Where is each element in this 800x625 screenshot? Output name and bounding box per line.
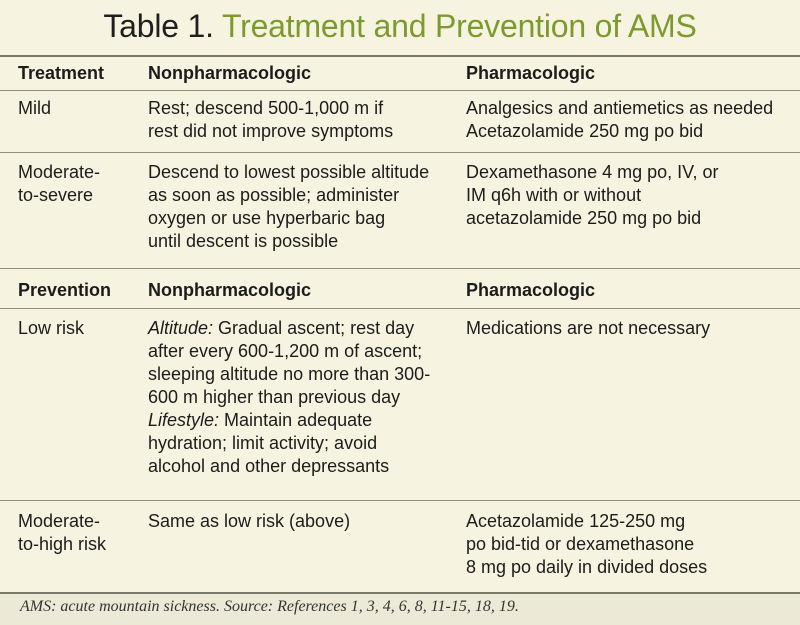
cell-text: Descend to lowest possible altitude xyxy=(148,162,430,182)
cell-text: Dexamethasone 4 mg po, IV, or xyxy=(466,162,719,182)
cell-text: until descent is possible xyxy=(148,231,339,251)
cell-text xyxy=(148,317,453,340)
cell-text: 8 mg po daily in divided doses xyxy=(466,557,708,577)
cell-text: after every 600-1,200 m of ascent; xyxy=(148,341,423,361)
row-label: to-severe xyxy=(18,185,94,205)
cell-text: rest did not improve symptoms xyxy=(148,121,394,141)
altitude-label: Altitude: xyxy=(148,318,214,338)
table-heading: Treatment and Prevention of AMS xyxy=(221,8,697,44)
cell-text: 600 m higher than previous day xyxy=(148,387,401,407)
footnote-text: AMS: acute mountain sickness. Source: References 1, 3, 4, 6, 8, 11-15, 18, 19. xyxy=(20,598,519,615)
cell-text: Acetazolamide 250 mg po bid xyxy=(466,121,704,141)
cell-text: sleeping altitude no more than 300- xyxy=(148,364,431,384)
nonpharm-header: Nonpharmacologic xyxy=(148,63,312,83)
divider xyxy=(0,90,800,91)
divider xyxy=(0,500,800,501)
row-label: Low risk xyxy=(18,318,85,338)
cell-text: hydration; limit activity; avoid xyxy=(148,433,378,453)
pharm-header: Pharmacologic xyxy=(466,280,596,300)
cell-text: Medications are not necessary xyxy=(466,318,711,338)
treatment-header: Treatment xyxy=(18,63,105,83)
divider xyxy=(0,268,800,269)
row-label: Moderate- xyxy=(18,162,101,182)
cell-text: Analgesics and antiemetics as needed xyxy=(466,98,774,118)
pharm-header: Pharmacologic xyxy=(466,63,596,83)
cell-text: IM q6h with or without xyxy=(466,185,642,205)
table-title xyxy=(0,0,800,52)
cell-text: oxygen or use hyperbaric bag xyxy=(148,208,386,228)
prevention-header: Prevention xyxy=(18,280,112,300)
cell-text: Same as low risk (above) xyxy=(148,511,351,531)
cell-text: Rest; descend 500-1,000 m if xyxy=(148,98,384,118)
row-label: Moderate- xyxy=(18,511,101,531)
cell-text: acetazolamide 250 mg po bid xyxy=(466,208,702,228)
cell-text xyxy=(148,409,453,432)
row-label: to-high risk xyxy=(18,534,107,554)
cell-text: Acetazolamide 125-250 mg xyxy=(466,511,686,531)
table-footnote xyxy=(0,594,800,625)
lifestyle-label: Lifestyle: xyxy=(148,410,220,430)
row-label: Mild xyxy=(18,98,52,118)
table-number: Table 1. xyxy=(103,8,214,44)
nonpharm-header: Nonpharmacologic xyxy=(148,280,312,300)
divider xyxy=(0,308,800,309)
top-rule xyxy=(0,55,800,57)
cell-text: po bid-tid or dexamethasone xyxy=(466,534,695,554)
divider xyxy=(0,152,800,153)
cell-text: as soon as possible; administer xyxy=(148,185,400,205)
cell-text: Maintain adequate xyxy=(219,410,373,430)
cell-text: alcohol and other depressants xyxy=(148,456,390,476)
cell-text: Gradual ascent; rest day xyxy=(213,318,415,338)
